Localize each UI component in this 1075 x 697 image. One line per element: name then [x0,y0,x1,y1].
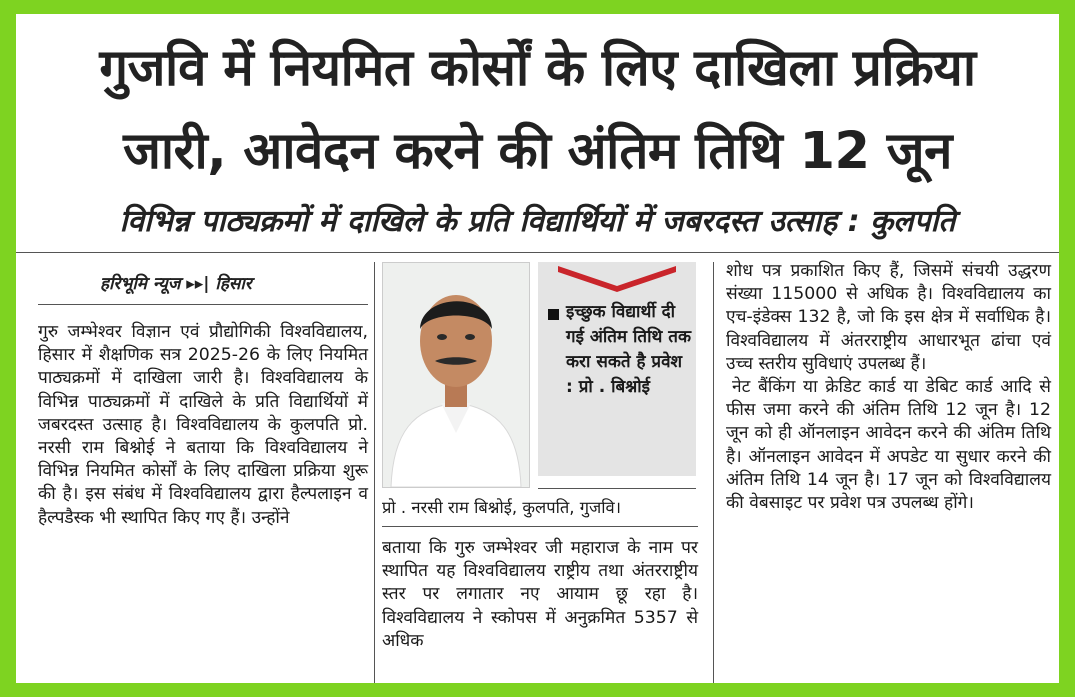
column-2-text: बताया कि गुरु जम्भेश्वर जी महाराज के नाम पर स्थापित यह विश्वविद्यालय राष्ट्रीय तथा अंतरराष्ट्रीय स्तर पर लगातार नए आयाम छू रहा है। विश्वविद्यालय ने स्कोपस में अनुक्रमित 5357 से अधिक [382,538,698,651]
pull-quote-box [538,262,696,476]
photo-caption: प्रो . नरसी राम बिश्नोई, कुलपति, गुजवि। [382,498,621,517]
news-clipping [16,14,1059,683]
article-column-2 [382,537,698,653]
square-bullet-icon [548,309,559,320]
byline-rule [38,304,368,305]
quote-rule [538,488,696,489]
portrait-illustration [383,263,529,487]
vice-chancellor-photo [382,262,530,488]
article-column-1 [38,321,368,530]
column-1-text: गुरु जम्भेश्वर विज्ञान एवं प्रौद्योगिकी विश्वविद्यालय, हिसार में शैक्षणिक सत्र 2025-26 के लिए नियमित पाठ्यक्रमों में दाखिला जारी है। विश्वविद्यालय के विभिन्न पाठ्यक्रमों में दाखिले के प्रति विद्यार्थियों में जबरदस्त उत्साह है। विश्वविद्यालय के कुलपति प्रो. नरसी राम बिश्नोई ने बताया कि विश्वविद्यालय ने विभिन्न नियमित कोर्सों के लिए दाखिला प्रक्रिया शुरू की है। इस संबंध में विश्वविद्यालय द्वारा हैल्पलाइन व हैल्पडैस्क भी स्थापित किए गए हैं। उन्होंने [38,322,368,528]
byline: हरिभूमि न्यूज ▸▸| हिसार [100,274,252,294]
column-3-paragraph-1: शोध पत्र प्रकाशित किए हैं, जिसमें संचयी उद्धरण संख्या 115000 से अधिक है। विश्वविद्यालय का एच-इंडेक्स 132 है, जो कि इस क्षेत्र में सर्वाधिक है। विश्वविद्यालय में अंतरराष्ट्रीय आधारभूत ढांचा एवं उच्च स्तरीय सुविधाएं उपलब्ध हैं। [726,261,1051,374]
column-divider-1 [374,262,375,683]
headline-line-2: जारी, आवेदन करने की अंतिम तिथि 12 जून [123,122,952,181]
article-column-3 [726,260,1051,515]
subheadline: विभिन्न पाठ्यक्रमों में दाखिले के प्रति विद्यार्थियों में जबरदस्त उत्साह : कुलपति [119,204,956,239]
column-divider-2 [713,262,714,683]
red-chevron-icon [538,262,696,292]
subheadline-divider [16,252,1059,253]
headline-line-1: गुजवि में नियमित कोर्सों के लिए दाखिला प्रक्रिया [99,39,976,98]
pull-quote-text: इच्छुक विद्यार्थी दी गई अंतिम तिथि तक करा सकते है प्रवेश : प्रो . बिश्नोई [566,302,692,397]
caption-rule [382,526,698,527]
column-3-paragraph-2: नेट बैंकिंग या क्रेडिट कार्ड या डेबिट कार्ड आदि से फीस जमा करने की अंतिम तिथि 12 जून है। 12 जून को ही ऑनलाइन आवेदन करने की अंतिम तिथि है। ऑनलाइन आवेदन में अपडेट या सुधार करने की अंतिम तिथि 14 जून है। 17 जून को विश्वविद्यालय की वेबसाइट पर प्रवेश पत्र उपलब्ध होंगे। [726,377,1051,514]
